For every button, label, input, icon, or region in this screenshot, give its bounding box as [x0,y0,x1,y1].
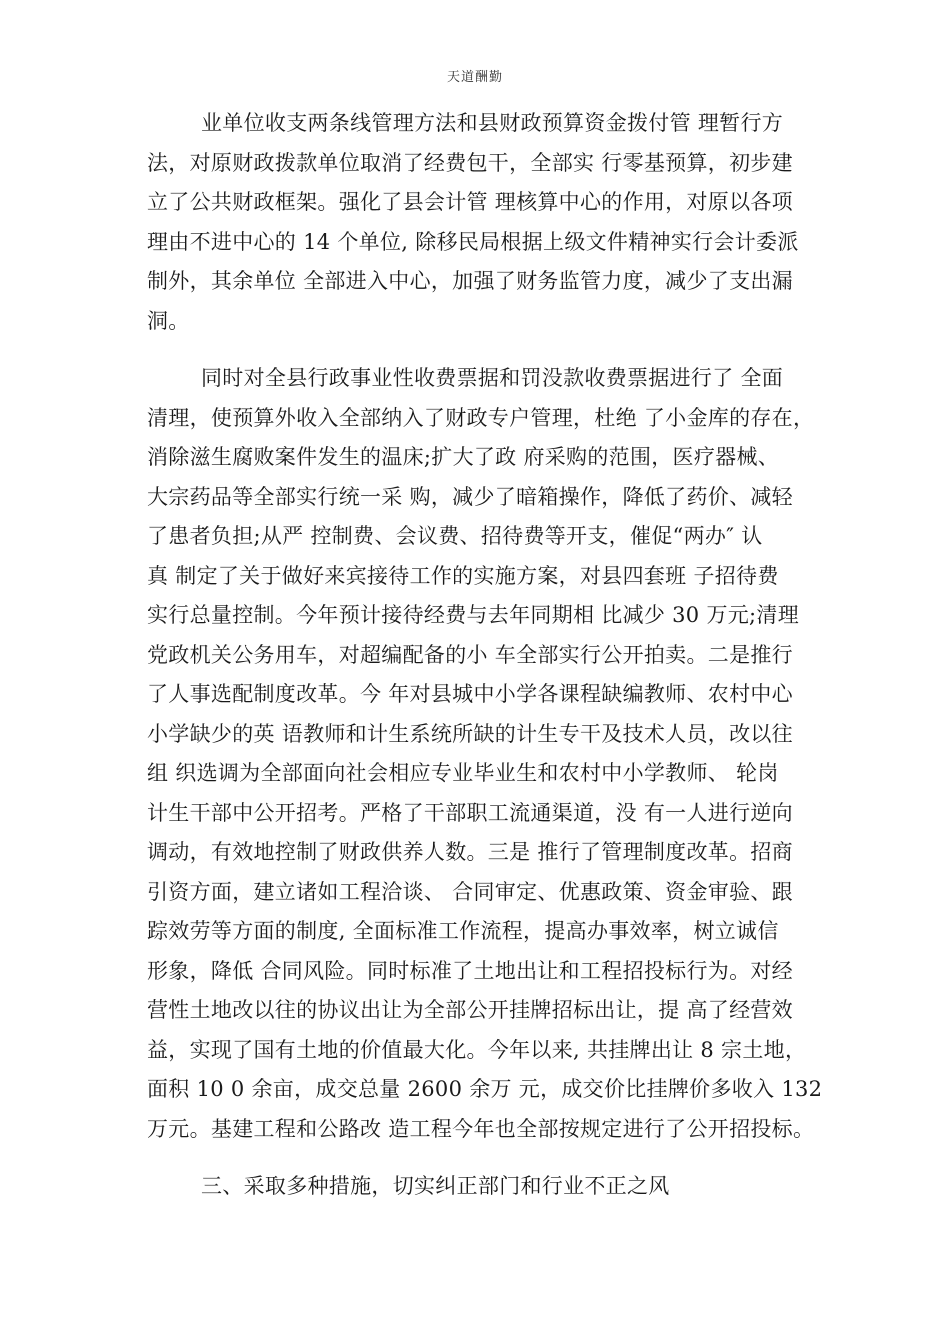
paragraph-line: 理由不进中心的 14 个单位, 除移民局根据上级文件精神实行会计委派 [147,229,799,254]
paragraph-gap [147,1149,827,1167]
paragraph-gap [147,341,827,359]
section-heading: 三、采取多种措施，切实纠正部门和行业不正之风 [201,1174,670,1198]
paragraph-2 [147,359,827,1149]
paragraph-line: 业单位收支两条线管理方法和县财政预算资金拨付管 理暂行方 [201,111,784,135]
paragraph-line: 踪效劳等方面的制度, 全面标准工作流程，提高办事效率，树立诚信 [147,919,779,943]
paragraph-line: 组 织选调为全部面向社会相应专业毕业生和农村中小学教师、 轮岗 [147,761,779,785]
paragraph-line: 消除滋生腐败案件发生的温床;扩大了政 府采购的范围，医疗器械、 [147,445,780,469]
paragraph-line: 大宗药品等全部实行统一采 购，减少了暗箱操作，降低了药价、减轻 [147,484,793,509]
paragraph-line: 调动，有效地控制了财政供养人数。三是 推行了管理制度改革。招商 [147,840,793,864]
paragraph-line: 形象，降低 合同风险。同时标准了土地出让和工程招投标行为。对经 [147,958,793,983]
paragraph-line: 同时对全县行政事业性收费票据和罚没款收费票据进行了 全面 [201,366,784,390]
paragraph-line: 立了公共财政框架。强化了县会计管 理核算中心的作用，对原以各项 [147,190,793,214]
paragraph-line: 法，对原财政拨款单位取消了经费包干，全部实 行零基预算，初步建 [147,150,793,175]
paragraph-line: 制外，其余单位 全部进入中心，加强了财务监管力度，减少了支出漏 [147,269,793,293]
document-body [147,104,827,1207]
paragraph-line: 洞。 [147,308,190,333]
paragraph-line: 党政机关公务用车，对超编配备的小 车全部实行公开拍卖。二是推行 [147,642,793,667]
paragraph-line: 了患者负担;从严 控制费、会议费、招待费等开支，催促“两办″ 认 [147,524,763,548]
paragraph-line: 实行总量控制。今年预计接待经费与去年同期相 比减少 30 万元;清理 [147,603,800,627]
paragraph-line: 万元。基建工程和公路改 造工程今年也全部按规定进行了公开招投标。 [147,1116,815,1141]
paragraph-line: 真 制定了关于做好来宾接待工作的实施方案，对县四套班 子招待费 [147,563,779,588]
paragraph-line: 清理，使预算外收入全部纳入了财政专户管理，杜绝 了小金库的存在， [147,405,815,430]
paragraph-line: 益，实现了国有土地的价值最大化。今年以来, 共挂牌出让 8 宗土地， [147,1037,807,1062]
page-header: 天道酬勤 [446,70,503,85]
paragraph-line: 小学缺少的英 语教师和计生系统所缺的计生专干及技术人员，改以往 [147,721,793,746]
paragraph-line: 引资方面，建立诸如工程洽谈、 合同审定、优惠政策、资金审验、跟 [147,879,793,904]
paragraph-1 [147,104,827,341]
paragraph-line: 了人事选配制度改革。今 年对县城中小学各课程缺编教师、农村中心 [147,682,793,706]
paragraph-line: 面积 10 0 余亩，成交总量 2600 余万 元，成交价比挂牌价多收入 132 [147,1077,823,1101]
paragraph-line: 营性土地改以往的协议出让为全部公开挂牌招标出让，提 高了经营效 [147,998,793,1022]
paragraph-line: 计生干部中公开招考。严格了干部职工流通渠道，没 有一人进行逆向 [147,800,793,825]
